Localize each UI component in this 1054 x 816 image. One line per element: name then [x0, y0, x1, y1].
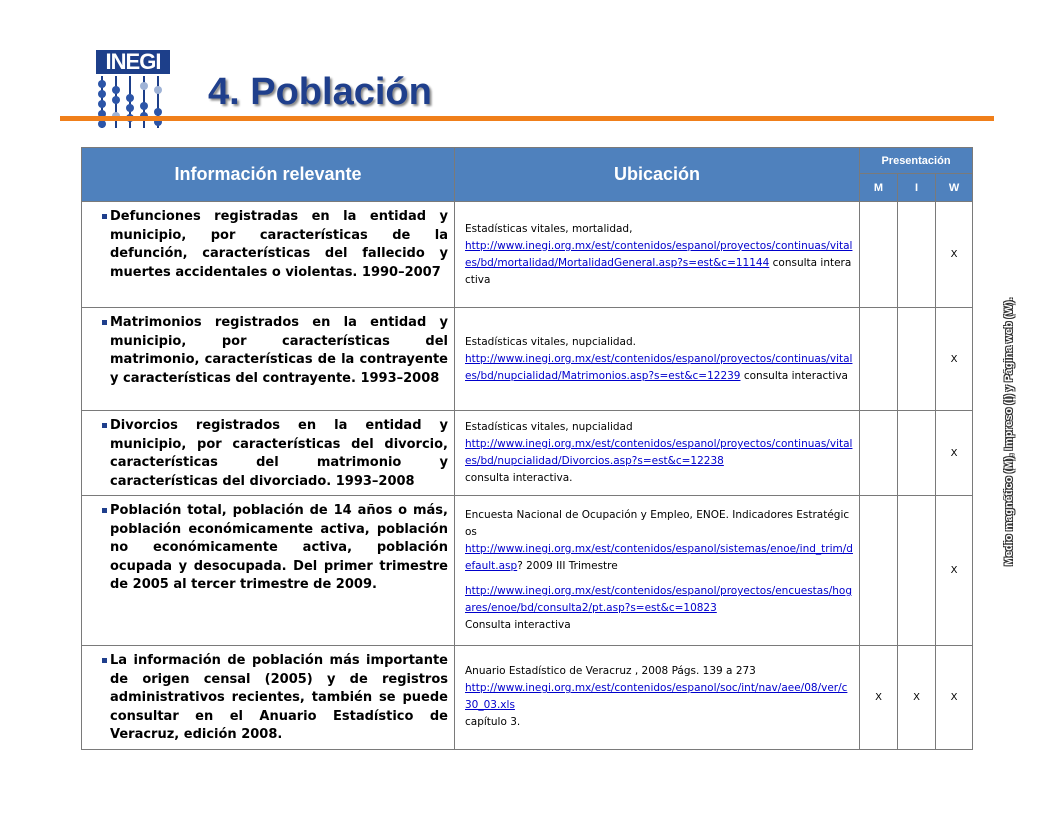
source-link[interactable]: http://www.inegi.org.mx/est/contenidos/espanol/soc/int/nav/aee/08/ver/c30_03.xls [465, 682, 848, 712]
presentation-legend: Medio magnético (M), Impreso (I) y Página web (W). [1003, 297, 1015, 566]
mark-m: X [860, 646, 898, 750]
header-w: W [936, 174, 973, 202]
table-row [82, 496, 973, 646]
info-cell: La información de población más importante de origen censal (2005) y de registros administrativos recientes, también se puede consultar en el Anuario Estadístico de Veracruz, edición 2008. [82, 646, 455, 750]
table-row [82, 202, 973, 308]
table-row [82, 308, 973, 411]
ubicacion-note: capítulo 3. [465, 716, 521, 729]
mark-i [898, 308, 936, 411]
info-cell: Población total, población de 14 años o más, población económicamente activa, población no económicamente activa, población ocupada y desocupada. Del primer trimestre de 2005 al tercer trimestre de 2009. [82, 496, 455, 646]
mark-m [860, 308, 898, 411]
mark-m [860, 496, 898, 646]
info-cell: Divorcios registrados en la entidad y municipio, por características del divorcio, características del matrimonio y características del divorciado. 1993–2008 [82, 411, 455, 496]
source-link[interactable]: http://www.inegi.org.mx/est/contenidos/espanol/proyectos/continuas/vitales/bd/nupcialidad/Divorcios.asp?s=est&c=12238 [465, 438, 853, 467]
page-title: 4. Población [208, 71, 432, 113]
ubicacion-text: Estadísticas vitales, nupcialidad. [465, 335, 636, 348]
ubicacion-note: consulta interactiva [740, 369, 848, 382]
info-cell: Matrimonios registrados en la entidad y municipio, por características del matrimonio, características de la contrayente y características del contrayente. 1993–2008 [82, 308, 455, 411]
information-table [81, 147, 973, 750]
mark-w: X [936, 646, 973, 750]
mark-i [898, 411, 936, 496]
header-ubicacion: Ubicación [455, 148, 860, 202]
table-row [82, 646, 973, 750]
mark-i [898, 496, 936, 646]
mark-m [860, 411, 898, 496]
source-link[interactable]: http://www.inegi.org.mx/est/contenidos/espanol/sistemas/enoe/ind_trim/default.asp [465, 543, 853, 572]
ubicacion-text: Anuario Estadístico de Veracruz , 2008 Págs. 139 a 273 [465, 665, 756, 678]
mark-m [860, 202, 898, 308]
ubicacion-text: Estadísticas vitales, nupcialidad [465, 421, 633, 433]
ubicacion-note: ? 2009 III Trimestre [517, 560, 618, 572]
table-row [82, 411, 973, 496]
ubicacion-note: consulta interactiva. [465, 472, 573, 484]
ubicacion-cell [455, 646, 860, 750]
ubicacion-note-2: Consulta interactiva [465, 619, 571, 631]
mark-w: X [936, 202, 973, 308]
source-link[interactable]: http://www.inegi.org.mx/est/contenidos/espanol/proyectos/continuas/vitales/bd/nupcialidad/Matrimonios.asp?s=est&c=12239 [465, 352, 853, 382]
source-link[interactable]: http://www.inegi.org.mx/est/contenidos/espanol/proyectos/continuas/vitales/bd/mortalidad/MortalidadGeneral.asp?s=est&c=11144 [465, 239, 853, 269]
ubicacion-note: consulta interactiva [465, 256, 852, 286]
ubicacion-cell [455, 202, 860, 308]
mark-i: X [898, 646, 936, 750]
ubicacion-cell [455, 411, 860, 496]
ubicacion-text: Estadísticas vitales, mortalidad, [465, 222, 633, 235]
mark-w: X [936, 496, 973, 646]
header-presentacion: Presentación [860, 148, 973, 174]
ubicacion-cell [455, 496, 860, 646]
ubicacion-cell [455, 308, 860, 411]
ubicacion-text: Encuesta Nacional de Ocupación y Empleo, ENOE. Indicadores Estratégicos [465, 509, 850, 538]
logo-text: INEGI [96, 50, 170, 74]
header-m: M [860, 174, 898, 202]
mark-i [898, 202, 936, 308]
header-info-relevante: Información relevante [82, 148, 455, 202]
source-link-2[interactable]: http://www.inegi.org.mx/est/contenidos/espanol/proyectos/encuestas/hogares/enoe/bd/consulta2/pt.asp?s=est&c=10823 [465, 585, 852, 614]
header-i: I [898, 174, 936, 202]
mark-w: X [936, 308, 973, 411]
title-divider [60, 116, 994, 121]
info-cell: Defunciones registradas en la entidad y municipio, por características de la defunción, características del fallecido y muertes accidentales o violentas. 1990–2007 [82, 202, 455, 308]
mark-w: X [936, 411, 973, 496]
